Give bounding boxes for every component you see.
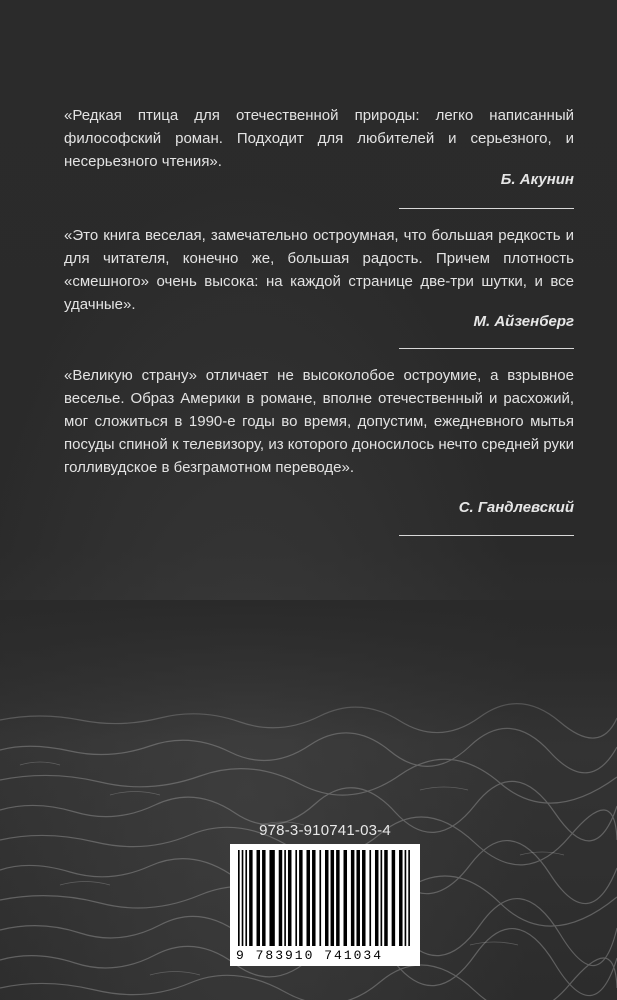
barcode-bar	[399, 850, 403, 946]
barcode-bar	[245, 850, 247, 946]
divider-line	[399, 348, 574, 349]
review-author: Б. Акунин	[500, 171, 574, 188]
barcode-digits: 9 783910 741034	[236, 948, 384, 963]
barcode-bar	[249, 850, 253, 946]
barcode-bar	[356, 850, 360, 946]
barcode-bar	[238, 850, 240, 946]
barcode-bar	[331, 850, 335, 946]
review-gandlevsky	[64, 364, 574, 516]
barcode-bar	[336, 850, 340, 946]
barcode-bar	[319, 850, 321, 946]
review-text: «Великую страну» отличает не высоколобое остроумие, а взрывное веселье. Образ Америки в романе, вполне отечественный и расхожий, мог сложиться в 1990-е годы во время, допустим, ежедневного мытья посуды спиной к телевизору, из которого доносилось нечто средней руки голливудское в безграмотном переводе».	[64, 367, 574, 476]
review-author: С. Гандлевский	[458, 499, 574, 516]
barcode-bar	[344, 850, 348, 946]
barcode-bar	[384, 850, 388, 946]
barcode-bar	[325, 850, 329, 946]
barcode-bar	[408, 850, 410, 946]
barcode-bar	[262, 850, 266, 946]
barcode-bar	[369, 850, 371, 946]
barcode-bar	[257, 850, 261, 946]
barcode-bar	[279, 850, 283, 946]
barcode-bar	[306, 850, 310, 946]
review-akunin	[64, 104, 574, 188]
barcode-bar	[242, 850, 244, 946]
review-text: «Редкая птица для отечественной природы: легко написанный философский роман. Подходит для любителей и серьезного, и несерьезного чтения».	[64, 107, 574, 170]
barcode-bar	[284, 850, 286, 946]
barcode-bar	[312, 850, 316, 946]
review-aizenberg	[64, 224, 574, 330]
barcode-bar	[362, 850, 366, 946]
barcode-bar	[295, 850, 297, 946]
barcode-bar	[381, 850, 383, 946]
barcode-bar	[288, 850, 292, 946]
isbn-barcode	[230, 844, 420, 966]
barcode-bar	[392, 850, 396, 946]
isbn-label: 978-3-910741-03-4	[259, 822, 391, 839]
divider-line	[399, 208, 574, 209]
review-author: М. Айзенберг	[473, 313, 574, 330]
divider-line	[399, 535, 574, 536]
barcode-bar	[405, 850, 407, 946]
barcode-bar	[299, 850, 303, 946]
barcode-bar	[351, 850, 355, 946]
review-text: «Это книга веселая, замечательно остроумная, что большая редкость и для читателя, конечно же, большая радость. Причем плотность «смешного» очень высока: на каждой странице две-три шутки, и все удачные».	[64, 227, 574, 313]
barcode-bar	[375, 850, 379, 946]
barcode-bar	[269, 850, 274, 946]
